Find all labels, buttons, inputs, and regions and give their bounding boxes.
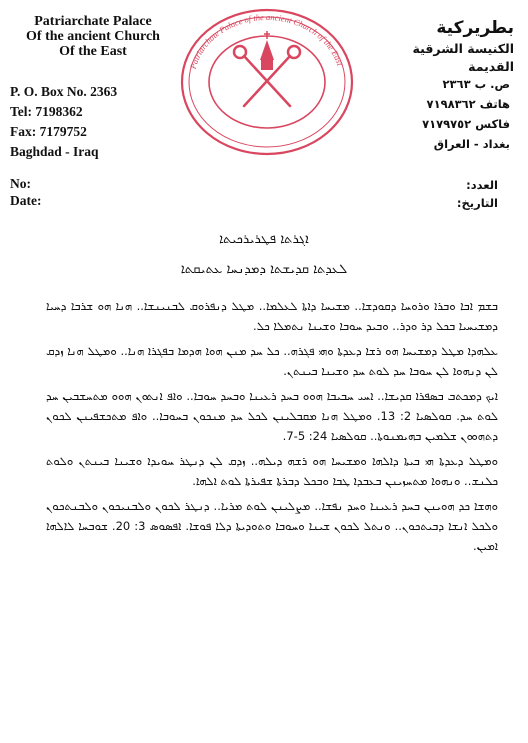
arabic-po-box: ص. ب ٢٣٦٣ bbox=[442, 77, 510, 91]
letter-paragraph: ܘܗܫܐ ܟܕ ܗܘܝܢܢ ܒܚܕ ܪܥܝܢܐ ܘܚܕ ܢܦܫܐ.. ܡܨܠܝܢܢ ܠܘܬ ܡܪܝܐ.. ܕܢܛܪ ܠܟܘܢ ܘܠܒܢܝܟܘܢ ܘܠܒܢܬܟܘܢ ܘܠܟܠ ܐܢܫܐ ܕܒܝܬܟܘܢ.. ܘܢܬܠ ܠܟܘܢ ܫܝܢܐ ܘܚܘܒܐ ܘܬܘܕܝܬܐ ܕܠܐ ܦܘܫܐ. ܐܦܣܘܣ 3: 20. ܫܘܒܚܐ ܠܐܠܗܐ ܐܡܝܢ. bbox=[46, 498, 499, 554]
english-letterhead-title bbox=[18, 14, 168, 59]
letter-paragraph: ܒܫܡ ܐܒܐ ܘܒܪܐ ܘܪܘܚܐ ܕܩܘܕܫܐ.. ܡܫܝܚܐ ܕܐܬܐ ܠܥܠܡܐ.. ܡܛܠ ܕܢܦܪܘܩ ܠܒܢܝܢܫܐ.. ܗܢܐ ܗܘ ܫܪܒܐ ܕܚܝܐ ܕܡܫܝܚܝܐ ܒܟܠ ܕܪ ܘܕܪ.. ܘܒܝܕ ܚܘܒܐ ܘܫܝܢܐ ܢܬܡܠܐ ܟܠ. bbox=[46, 299, 498, 334]
letter-heading-2: ܠܥܕܬܐ ܩܕܝܫܬܐ ܕܡܕܢܚܐ ܥܬܝܩܬܐ bbox=[180, 262, 348, 277]
english-title-line-1: Patriarchate Palace bbox=[34, 14, 152, 29]
arabic-city: بغداد - العراق bbox=[433, 137, 510, 151]
english-title-line-3: Of the East bbox=[59, 44, 127, 59]
english-contact-block bbox=[10, 82, 117, 162]
patriarchate-seal bbox=[178, 6, 356, 156]
letter-paragraph: ܘܡܛܠ ܕܥܕܬܐ ܗܝ ܒܝܬܐ ܕܐܠܗܐ ܘܡܫܝܚܐ ܗܘ ܪܫܗ ܕܝܠܗ.. ܙܕܩ ܠܢ ܕܢܛܪ ܚܘܝܕܐ ܘܫܝܢܐ ܒܝܢܬܢ ܘܠܘܬ ܟܠܢܫ.. ܘܢܗܘܐ ܡܬܚܙܝܢܢ ܒܥܒܕܐ ܛܒܐ ܘܒܟܠ ܕܒܪܬܐ ܫܦܝܪܬܐ ܠܘܬ ܐܠܗܐ. bbox=[46, 453, 498, 489]
po-box: P. O. Box No. 2363 bbox=[10, 84, 118, 99]
arabic-letterhead-title bbox=[364, 16, 514, 76]
arabic-fax: فاكس ٧١٧٩٧٥٢ bbox=[422, 117, 510, 131]
no-field-label-arabic: العدد: bbox=[466, 178, 498, 192]
english-title-line-2: Of the ancient Church bbox=[26, 29, 160, 44]
letter-heading-1: ܐܓܪܬܐ ܦܛܪܝܪܟܝܬܐ bbox=[219, 232, 309, 247]
arabic-subtitle: الكنيسة الشرقية القديمة bbox=[412, 41, 514, 74]
fax: Fax: 7179752 bbox=[10, 124, 87, 139]
letter-body bbox=[46, 296, 498, 561]
arabic-telephone: هاتف ٧١٩٨٣٦٢ bbox=[426, 97, 510, 111]
letter-paragraph: ܥܠܗܕܐ ܡܛܠ ܕܡܫܝܚܐ ܗܘ ܪܫܐ ܕܥܕܬܐ ܘܗܝ ܦܓܪܗ.. ܟܠ ܚܕ ܡܢܢ ܗܘܐ ܗܕܡܐ ܒܦܓܪܐ ܗܢܐ.. ܘܡܛܠ ܗܢܐ ܙܕܩ ܠܢ ܕܢܗܘܐ ܠܢ ܚܘܒܐ ܚܕ ܠܘܬ ܚܕ ܘܫܝܢܐ ܒܝܢܬܢ. bbox=[46, 343, 498, 379]
mitre-icon bbox=[260, 40, 274, 70]
arabic-contact-block bbox=[422, 74, 510, 154]
letter-paragraph: ܐܝܟ ܕܡܟܬܒ ܒܣܦܪܐ ܩܕܝܫܐ.. ܐܚܝ ܚܒܝܒܐ ܗܘܘ ܒܚܕ ܪܥܝܢܐ ܘܒܚܕ ܚܘܒܐ.. ܘܐܦ ܐܢܬܘܢ ܗܘܘ ܡܬܚܫܒܝܢ ܚܕ ܠܘܬ ܚܕ. ܩܘܠܣܝܐ 2: 13. ܘܡܛܠ ܗܢܐ ܡܩܒܠܝܢܢ ܠܟܠ ܚܕ ܡܢܟܘܢ ܒܚܘܒܐ.. ܘܐܦ ܡܬܟܫܦܝܢܢ ܠܟܘܢ ܕܬܗܘܘܢ ܫܠܡܝܢ ܒܗܝܡܢܘܬܐ.. ܩܘܠܣܝܐ 24: 5-7. bbox=[46, 388, 499, 444]
seal-ring-text: Patriarchate Palace of the ancient Church of the East bbox=[187, 11, 346, 71]
cross-icon bbox=[264, 31, 270, 39]
city: Baghdad - Iraq bbox=[10, 144, 99, 159]
telephone: Tel: 7198362 bbox=[10, 104, 83, 119]
date-field-label-arabic: التاريخ: bbox=[456, 196, 498, 210]
no-field-label: No: bbox=[10, 176, 31, 191]
date-field-label: Date: bbox=[10, 193, 42, 208]
arabic-title: بطريركية bbox=[436, 18, 514, 38]
